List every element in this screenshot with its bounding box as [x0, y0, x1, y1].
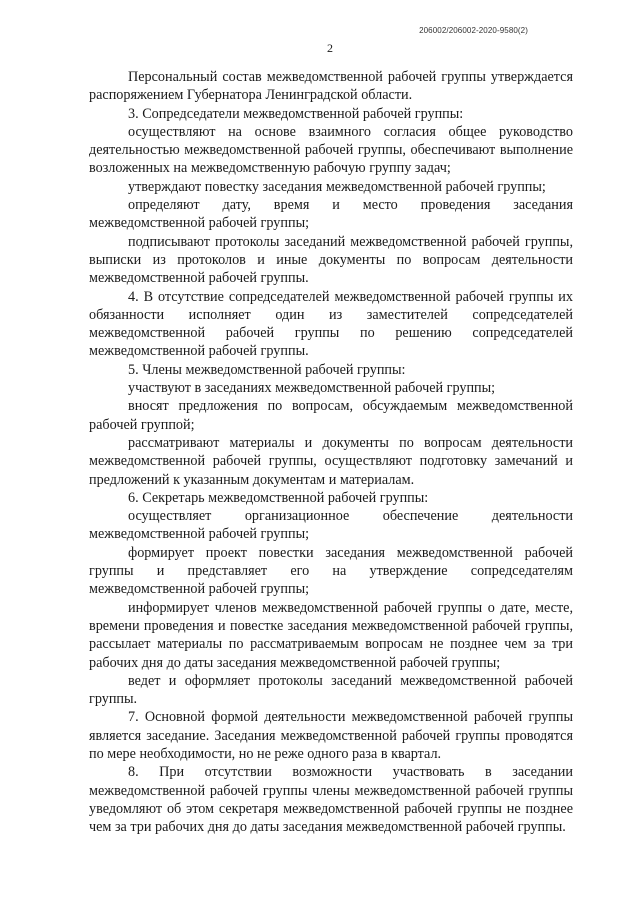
paragraph: участвуют в заседаниях межведомственной рабочей группы; [128, 380, 496, 397]
paragraph: осуществляют на основе взаимного согласия общее руководство деятельностью межведомственной рабочей группы, обеспечивают выполнение возложенных на межведомственную рабочую группу задач; [89, 123, 573, 177]
paragraph: 7. Основной формой деятельности межведомственной рабочей группы является заседание. Заседания межведомственной рабочей группы проводятся по мере необходимости, но не реже одного раза в квартал. [89, 709, 573, 762]
paragraph: подписывают протоколы заседаний межведомственной рабочей группы, выписки из протоколов и иные документы по вопросам деятельности межведомственной рабочей группы. [89, 233, 573, 287]
paragraph: 3. Сопредседатели межведомственной рабочей группы: [128, 105, 464, 122]
paragraph: информирует членов межведомственной рабочей группы о дате, месте, времени проведения и повестке заседания межведомственной рабочей группы, рассылает материалы по рассматриваемым вопросам не позднее чем за три рабочих дня до даты заседания межведомственной рабочей группы; [89, 599, 573, 671]
page-number: 2 [327, 41, 333, 55]
paragraph: вносят предложения по вопросам, обсуждаемым межведомственной рабочей группой; [89, 398, 573, 433]
paragraph: формирует проект повестки заседания межведомственной рабочей группы и представляет его на утверждение сопредседателям межведомственной рабочей группы; [89, 544, 573, 598]
paragraph: ведет и оформляет протоколы заседаний межведомственной рабочей группы. [89, 672, 573, 708]
paragraph: Персональный состав межведомственной рабочей группы утверждается распоряжением Губернатора Ленинградской области. [89, 69, 573, 104]
paragraph: рассматривают материалы и документы по вопросам деятельности межведомственной рабочей группы, осуществляют подготовку замечаний и предложений к указанным документам и материалам. [89, 434, 573, 488]
paragraph: 6. Секретарь межведомственной рабочей группы: [128, 489, 429, 506]
document-body [89, 68, 573, 836]
paragraph: 8. При отсутствии возможности участвовать в заседании межведомственной рабочей группы члены межведомственной рабочей группы уведомляют об этом секретаря межведомственной рабочей группы не позднее чем за три рабочих дня до даты заседания межведомственной рабочей группы. [89, 764, 573, 836]
paragraph: утверждают повестку заседания межведомственной рабочей группы; [128, 178, 546, 195]
document-registration-number: 206002/206002-2020-9580(2) [419, 26, 528, 35]
paragraph: 4. В отсутствие сопредседателей межведомственной рабочей группы их обязанности исполняет один из заместителей сопредседателей межведомственной рабочей группы по решению сопредседателей межведомственной рабочей группы. [89, 288, 573, 360]
paragraph: 5. Члены межведомственной рабочей группы: [128, 361, 406, 378]
paragraph: осуществляет организационное обеспечение деятельности межведомственной рабочей группы; [89, 508, 573, 543]
paragraph: определяют дату, время и место проведения заседания межведомственной рабочей группы; [89, 197, 573, 232]
